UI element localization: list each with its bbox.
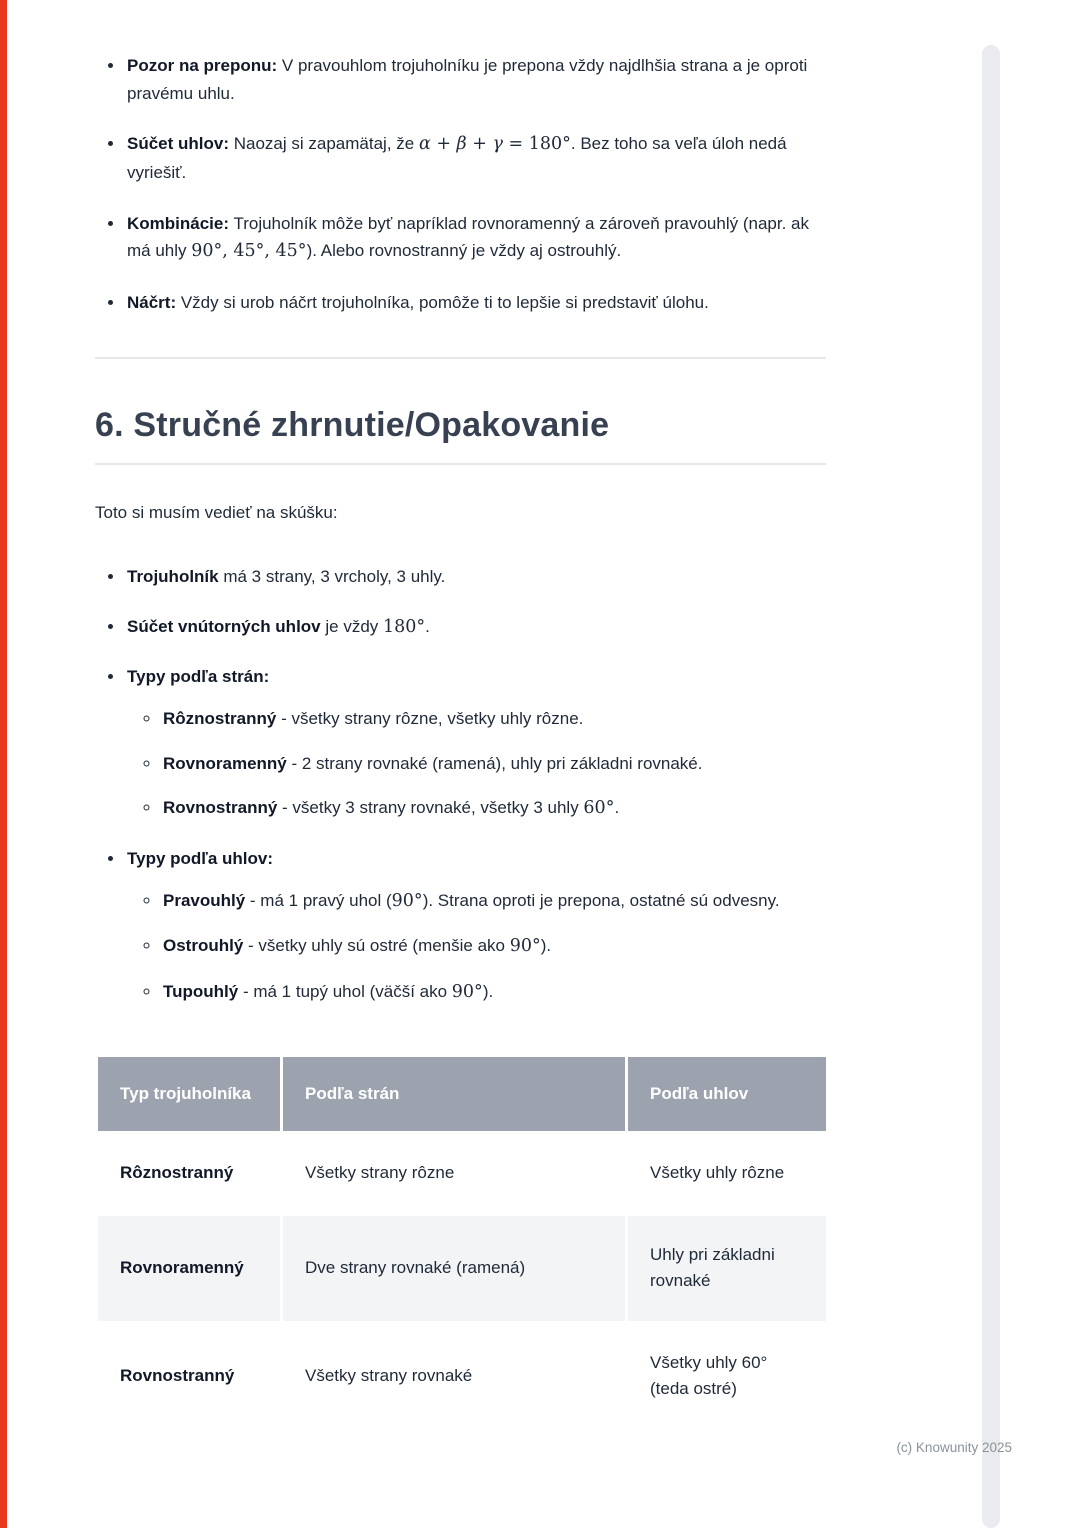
text-run: ).	[540, 936, 552, 956]
bold-term: Tupouhlý	[163, 981, 239, 1001]
list-item	[125, 613, 826, 642]
list-item	[125, 52, 826, 107]
text-run: Naozaj si zapamätaj, že	[229, 134, 419, 154]
math-expression: 60°	[583, 798, 615, 819]
table-header-cell: Podľa strán	[282, 1056, 627, 1133]
table-cell: Rovnoramenný	[97, 1214, 282, 1322]
bold-term: Rôznostranný	[163, 708, 277, 728]
text-run: ). Alebo rovnostranný je vždy aj ostrouhlý.	[306, 241, 622, 261]
bold-term: Ostrouhlý	[163, 936, 244, 956]
list-item	[161, 887, 826, 916]
bold-term: Trojuholník	[127, 567, 219, 587]
text-run: - má 1 pravý uhol (	[245, 890, 392, 910]
table-cell: Rovnostranný	[97, 1322, 282, 1430]
math-expression: 90°, 45°, 45°	[191, 241, 307, 262]
bold-term: Pravouhlý	[163, 890, 246, 910]
table-row	[97, 1214, 828, 1322]
sub-list	[127, 887, 826, 1007]
text-run: - všetky 3 strany rovnaké, všetky 3 uhly	[277, 798, 584, 818]
list-item	[125, 845, 826, 1006]
bold-term: Rovnoramenný	[163, 753, 287, 773]
section-divider	[95, 357, 826, 359]
list-item	[161, 978, 826, 1007]
bold-term: Súčet uhlov:	[127, 134, 230, 154]
text-run: ). Strana oproti je prepona, ostatné sú odvesny.	[422, 890, 780, 910]
text-run: Trojuholník môže byť napríklad rovnoramenný a zároveň pravouhlý (napr. ak má uhly	[127, 213, 809, 261]
intro-paragraph: Toto si musím vedieť na skúšku:	[95, 503, 338, 523]
table-row	[97, 1322, 828, 1430]
table-cell: Všetky strany rovnaké	[282, 1322, 627, 1430]
text-run: .	[425, 616, 430, 636]
heading-underline	[95, 463, 826, 465]
text-run: - všetky uhly sú ostré (menšie ako	[243, 936, 510, 956]
math-expression: 90°	[391, 890, 423, 911]
math-expression: 180°	[383, 616, 426, 637]
left-accent-bar	[0, 0, 7, 1528]
list-item	[161, 932, 826, 961]
text-run: je vždy	[320, 616, 383, 636]
bold-term: Typy podľa uhlov:	[127, 848, 274, 868]
table-header-cell: Typ trojuholníka	[97, 1056, 282, 1133]
bold-term: Súčet vnútorných uhlov	[127, 616, 321, 636]
list-item	[125, 563, 826, 591]
math-expression: 90°	[509, 936, 541, 957]
summary-list	[95, 563, 826, 1006]
table-header-cell: Podľa uhlov	[627, 1056, 828, 1133]
table-cell: Všetky uhly rôzne	[627, 1133, 828, 1214]
text-run: - 2 strany rovnaké (ramená), uhly pri základni rovnaké.	[286, 753, 703, 773]
list-item	[161, 750, 826, 778]
text-run: V pravouhlom trojuholníku je prepona vždy najdlhšia strana a je oproti pravému uhlu.	[127, 56, 808, 103]
list-item	[125, 210, 826, 266]
scrollbar-track[interactable]	[982, 45, 1000, 1528]
math-expression: α + β + γ	[418, 134, 503, 155]
table-cell: Dve strany rovnaké (ramená)	[282, 1214, 627, 1322]
text-run: ).	[482, 981, 494, 1001]
text-run: - všetky strany rôzne, všetky uhly rôzne.	[276, 708, 584, 728]
text-run: . Bez toho sa veľa úloh nedá vyriešiť.	[127, 134, 787, 182]
bold-term: Pozor na preponu:	[127, 56, 278, 75]
copyright-text: (c) Knowunity 2025	[896, 1440, 1012, 1455]
math-expression: 90°	[451, 981, 483, 1002]
bold-term: Náčrt:	[127, 292, 177, 312]
triangle-types-table	[95, 1054, 829, 1431]
table-cell: Rôznostranný	[97, 1133, 282, 1214]
math-expression: = 180°	[502, 134, 571, 155]
section-heading: 6. Stručné zhrnutie/Opakovanie	[95, 405, 610, 444]
list-item	[125, 130, 826, 186]
content-area	[95, 0, 826, 1431]
list-item	[161, 794, 826, 823]
text-run: - má 1 tupý uhol (väčší ako	[238, 981, 452, 1001]
table-header-row	[97, 1056, 828, 1133]
list-item	[125, 289, 826, 317]
bold-term: Typy podľa strán:	[127, 667, 270, 687]
sub-list	[127, 705, 826, 823]
list-item	[161, 705, 826, 733]
bold-term: Kombinácie:	[127, 213, 230, 233]
text-run: .	[614, 798, 620, 818]
bold-term: Rovnostranný	[163, 798, 278, 818]
table-cell: Uhly pri základni rovnaké	[627, 1214, 828, 1322]
tips-list	[95, 52, 826, 317]
table-cell: Všetky uhly 60° (teda ostré)	[627, 1322, 828, 1430]
table-cell: Všetky strany rôzne	[282, 1133, 627, 1214]
text-run: Vždy si urob náčrt trojuholníka, pomôže ti to lepšie si predstaviť úlohu.	[176, 292, 709, 312]
table-row	[97, 1133, 828, 1214]
text-run: má 3 strany, 3 vrcholy, 3 uhly.	[218, 567, 446, 587]
list-item	[125, 663, 826, 823]
